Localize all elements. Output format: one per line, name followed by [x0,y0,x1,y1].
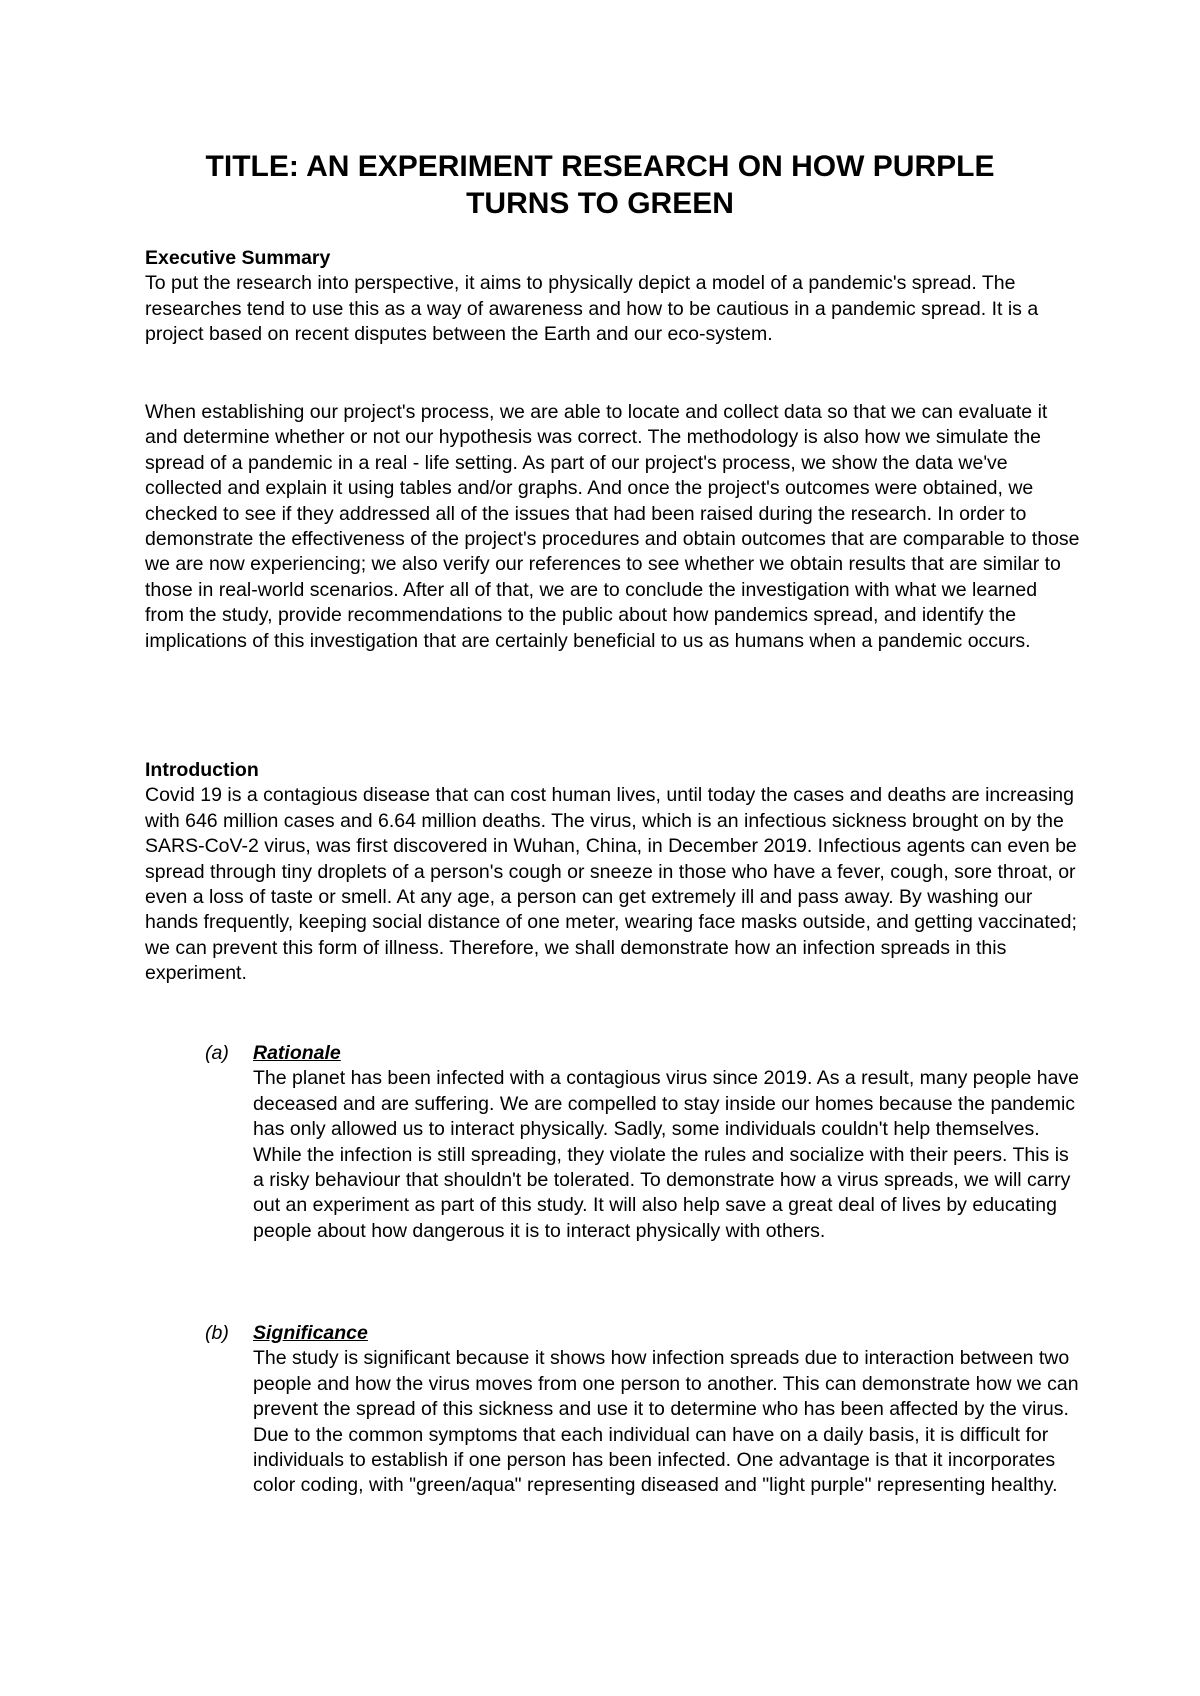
significance-heading-line [205,1321,1080,1346]
introduction-heading: Introduction [145,759,259,781]
significance-section [205,1321,1080,1499]
document-title [120,148,1080,222]
rationale-heading: Rationale [253,1042,341,1064]
rationale-heading-line [205,1041,1080,1066]
executive-summary-section [145,246,1080,348]
executive-summary-paragraph-1: To put the research into perspective, it aims to physically depict a model of a pandemic's spread. The researches tend to use this as a way of awareness and how to be cautious in a pandemic spread. It is a project based on recent disputes between the Earth and our eco-system. [145,272,1039,346]
rationale-label: (a) [205,1042,229,1064]
significance-label: (b) [205,1322,229,1344]
title-line-1: TITLE: AN EXPERIMENT RESEARCH ON HOW PURPLE [205,150,995,183]
title-line-2: TURNS TO GREEN [466,187,734,220]
rationale-paragraph: The planet has been infected with a contagious virus since 2019. As a result, many people have deceased and are suffering. We are compelled to stay inside our homes because the pandemic has only allowed us to interact physically. Sadly, some individuals couldn't help themselves. While the infection is still spreading, they violate the rules and socialize with their peers. This is a risky behaviour that shouldn't be tolerated. To demonstrate how a virus spreads, we will carry out an experiment as part of this study. It will also help save a great deal of lives by educating people about how dangerous it is to interact physically with others. [253,1067,1080,1242]
introduction-section [145,758,1080,987]
significance-paragraph: The study is significant because it shows how infection spreads due to interaction between two people and how the virus moves from one person to another. This can demonstrate how we can prevent the spread of this sickness and use it to determine who has been affected by the virus. Due to the common symptoms that each individual can have on a daily basis, it is difficult for individuals to establish if one person has been infected. One advantage is that it incorporates color coding, with "green/aqua" representing diseased and "light purple" representing healthy. [253,1347,1079,1497]
executive-summary-heading: Executive Summary [145,247,331,269]
significance-heading: Significance [253,1322,368,1344]
executive-summary-paragraph-2: When establishing our project's process, we are able to locate and collect data so that we can evaluate it and determine whether or not our hypothesis was correct. The methodology is also how we simulate the spread of a pandemic in a real - life setting. As part of our project's process, we show the data we've collected and explain it using tables and/or graphs. And once the project's outcomes were obtained, we checked to see if they addressed all of the issues that had been raised during the research. In order to demonstrate the effectiveness of the project's procedures and obtain outcomes that are comparable to those we are now experiencing; we also verify our references to see whether we obtain results that are similar to those in real-world scenarios. After all of that, we are to conclude the investigation with what we learned from the study, provide recommendations to the public about how pandemics spread, and identify the implications of this investigation that are certainly beneficial to us as humans when a pandemic occurs. [145,401,1080,652]
executive-summary-continued [145,400,1080,654]
introduction-paragraph: Covid 19 is a contagious disease that can cost human lives, until today the cases and deaths are increasing with 646 million cases and 6.64 million deaths. The virus, which is an infectious sickness brought on by the SARS-CoV-2 virus, was first discovered in Wuhan, China, in December 2019. Infectious agents can even be spread through tiny droplets of a person's cough or sneeze in those who have a fever, cough, sore throat, or even a loss of taste or smell. At any age, a person can get extremely ill and pass away. By washing our hands frequently, keeping social distance of one meter, wearing face masks outside, and getting vaccinated; we can prevent this form of illness. Therefore, we shall demonstrate how an infection spreads in this experiment. [145,784,1077,985]
rationale-section [205,1041,1080,1244]
